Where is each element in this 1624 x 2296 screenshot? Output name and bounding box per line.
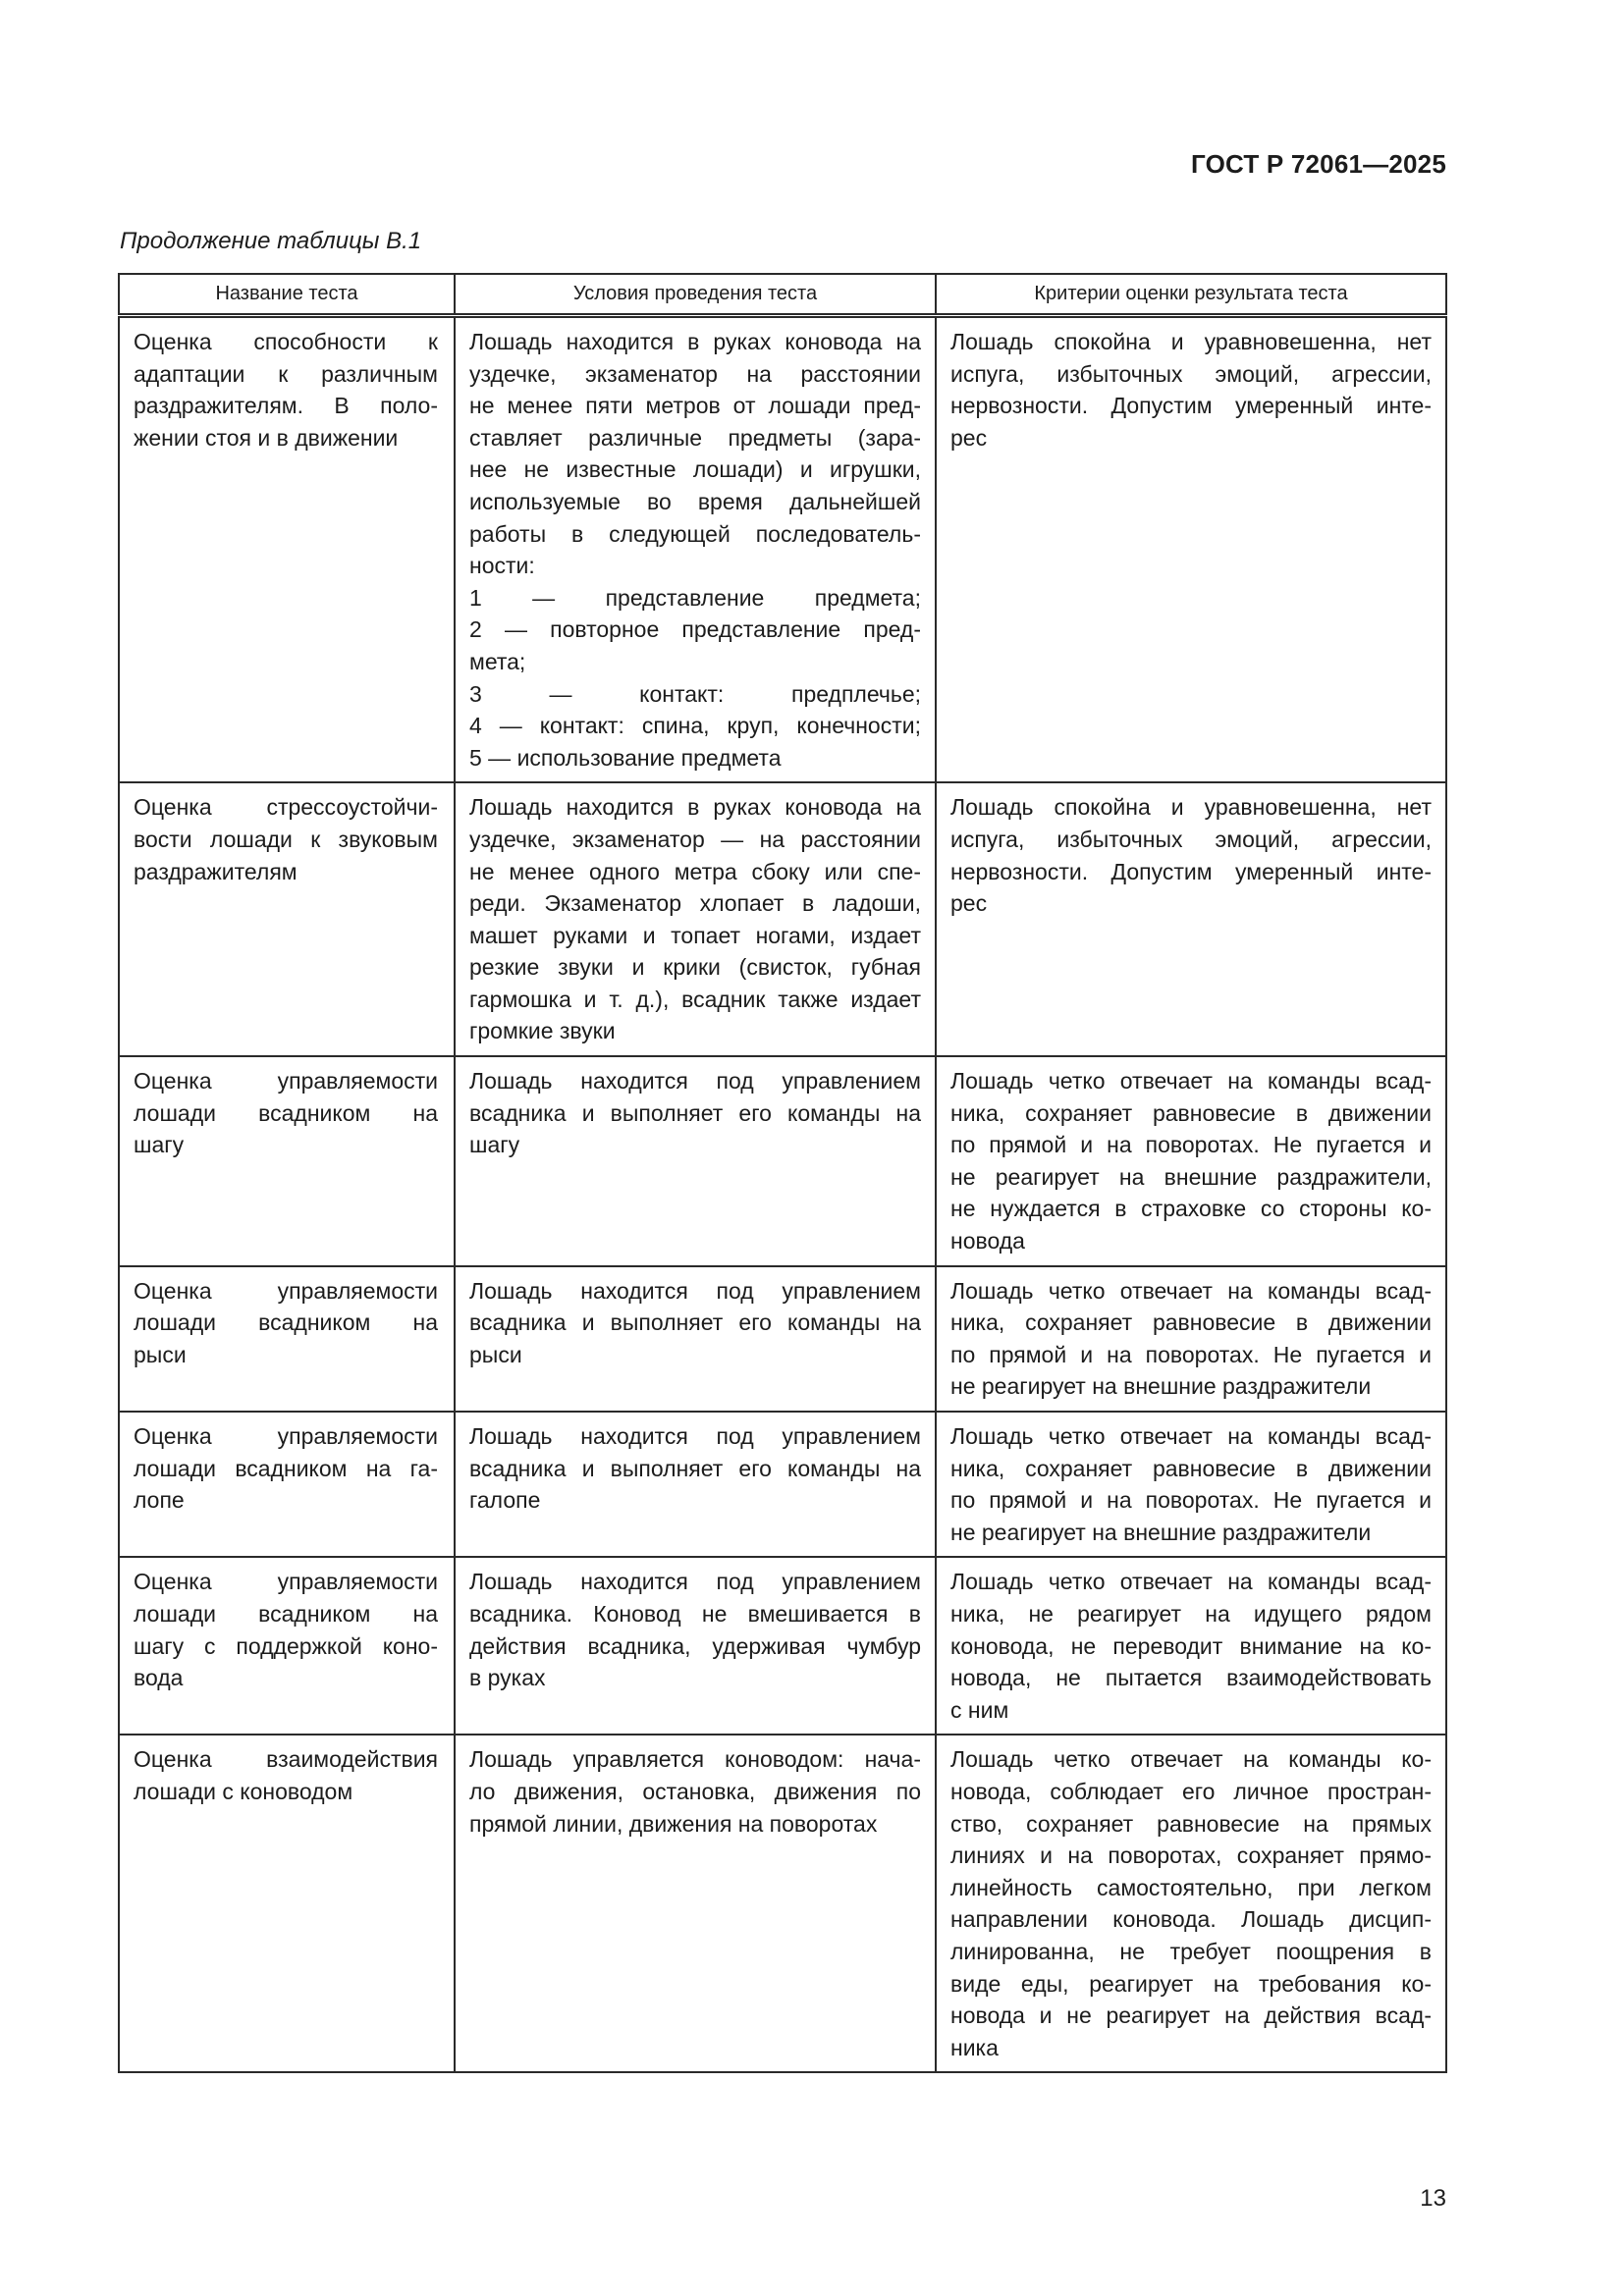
cell-text-line: вода xyxy=(134,1665,184,1691)
cell-text-line: ности: xyxy=(469,553,535,579)
cell-text-line: всадника и выполняет его команды на xyxy=(469,1099,921,1126)
cell-conditions xyxy=(455,1412,936,1557)
cell-text-line: ника, сохраняет равновесие в движении xyxy=(950,1455,1432,1481)
cell-text-line: лопе xyxy=(134,1487,185,1514)
cell-text-line: с ним xyxy=(950,1696,1009,1723)
cell-conditions xyxy=(455,1557,936,1735)
cell-text-line: нервозности. Допустим умеренный инте- xyxy=(950,858,1432,884)
cell-text-line: не реагирует на внешние раздражители, xyxy=(950,1163,1432,1190)
cell-conditions xyxy=(455,782,936,1056)
cell-test-name xyxy=(119,782,455,1056)
test-criteria-table xyxy=(118,273,1447,2073)
cell-text-line: новода, не пытается взаимодействовать xyxy=(950,1665,1432,1691)
cell-text-line: резкие звуки и крики (свисток, губная xyxy=(469,954,921,981)
cell-text-line: вости лошади к звуковым xyxy=(134,826,438,852)
cell-text-line: Оценка способности к xyxy=(134,329,438,354)
cell-text-line: лошади с коноводом xyxy=(134,1778,353,1804)
table-header-row xyxy=(119,274,1446,316)
cell-conditions xyxy=(455,316,936,783)
cell-test-name xyxy=(119,1557,455,1735)
column-header-criteria: Критерии оценки результата теста xyxy=(936,274,1446,316)
table-row xyxy=(119,1557,1446,1735)
table-row xyxy=(119,1266,1446,1412)
cell-text-line: используемые во время дальнейшей xyxy=(469,488,921,514)
cell-text-line: машет руками и топает ногами, издает xyxy=(469,922,921,948)
cell-criteria xyxy=(936,1412,1446,1557)
table-body xyxy=(119,316,1446,2073)
cell-text-line: по прямой и на поворотах. Не пугается и xyxy=(950,1487,1432,1514)
cell-criteria xyxy=(936,1056,1446,1266)
cell-criteria xyxy=(936,1557,1446,1735)
cell-text-line: Лошадь находится под управлением xyxy=(469,1569,921,1595)
cell-text-line: 2 — повторное представление пред- xyxy=(469,616,921,643)
cell-text-line: рес xyxy=(950,890,988,917)
table-row xyxy=(119,316,1446,783)
cell-text-line: ство, сохраняет равновесие на прямых xyxy=(950,1810,1432,1837)
cell-text-line: коновода, не переводит внимание на ко- xyxy=(950,1632,1432,1659)
table-row xyxy=(119,1056,1446,1266)
cell-text-line: новода, соблюдает его личное простран- xyxy=(950,1778,1432,1804)
cell-text-line: не нуждается в страховке со стороны ко- xyxy=(950,1196,1432,1222)
cell-text-line: линированна, не требует поощрения в xyxy=(950,1938,1432,1964)
cell-text-line: реди. Экзаменатор хлопает в ладоши, xyxy=(469,890,921,917)
cell-test-name xyxy=(119,1056,455,1266)
table-row xyxy=(119,1735,1446,2072)
cell-test-name xyxy=(119,1735,455,2072)
cell-text-line: в руках xyxy=(469,1665,546,1691)
cell-text-line: нервозности. Допустим умеренный инте- xyxy=(950,393,1432,419)
cell-text-line: лошади всадником на xyxy=(134,1309,438,1336)
cell-conditions xyxy=(455,1266,936,1412)
cell-text-line: Лошадь четко отвечает на команды всад- xyxy=(950,1068,1432,1095)
cell-text-line: всадника и выполняет его команды на xyxy=(469,1455,921,1481)
table-row xyxy=(119,782,1446,1056)
cell-conditions xyxy=(455,1735,936,2072)
cell-text-line: Лошадь управляется коноводом: нача- xyxy=(469,1746,921,1773)
cell-text-line: по прямой и на поворотах. Не пугается и xyxy=(950,1341,1432,1367)
cell-text-line: Лошадь находится под управлением xyxy=(469,1423,921,1449)
cell-text-line: работы в следующей последователь- xyxy=(469,520,921,547)
cell-text-line: Оценка стрессоустойчи- xyxy=(134,794,438,821)
page-number: 13 xyxy=(1420,2185,1446,2212)
cell-text-line: адаптации к различным xyxy=(134,360,438,387)
cell-text-line: Лошадь четко отвечает на команды всад- xyxy=(950,1277,1432,1304)
cell-text-line: галопе xyxy=(469,1487,541,1514)
cell-text-line: не реагирует на внешние раздражители xyxy=(950,1373,1372,1400)
cell-criteria xyxy=(936,782,1446,1056)
cell-text-line: ника, сохраняет равновесие в движении xyxy=(950,1099,1432,1126)
cell-text-line: нее не известные лошади) и игрушки, xyxy=(469,456,921,483)
cell-text-line: не менее пяти метров от лошади пред- xyxy=(469,393,921,419)
cell-text-line: испуга, избыточных эмоций, агрессии, xyxy=(950,360,1432,387)
cell-text-line: виде еды, реагирует на требования ко- xyxy=(950,1970,1432,1997)
cell-text-line: лошади всадником на га- xyxy=(134,1455,438,1481)
table-caption: Продолжение таблицы В.1 xyxy=(120,228,422,254)
cell-test-name xyxy=(119,316,455,783)
document-code: ГОСТ Р 72061—2025 xyxy=(1191,149,1446,179)
cell-text-line: новода и не реагирует на действия всад- xyxy=(950,2002,1432,2029)
cell-text-line: мета; xyxy=(469,648,526,674)
cell-text-line: линейность самостоятельно, при легком xyxy=(950,1874,1432,1900)
cell-text-line: лошади всадником на xyxy=(134,1099,438,1126)
cell-text-line: жении стоя и в движении xyxy=(134,424,399,451)
cell-text-line: громкие звуки xyxy=(469,1018,616,1044)
cell-text-line: Лошадь находится в руках коновода на xyxy=(469,794,921,821)
cell-text-line: ло движения, остановка, движения по xyxy=(469,1778,921,1804)
cell-text-line: шагу xyxy=(134,1132,185,1158)
cell-text-line: уздечке, экзаменатор на расстоянии xyxy=(469,360,921,387)
cell-text-line: 4 — контакт: спина, круп, конечности; xyxy=(469,713,921,739)
cell-text-line: не менее одного метра сбоку или спе- xyxy=(469,858,921,884)
cell-text-line: ника, сохраняет равновесие в движении xyxy=(950,1309,1432,1336)
cell-text-line: линиях и на поворотах, сохраняет прямо- xyxy=(950,1842,1432,1869)
cell-text-line: Лошадь четко отвечает на команды ко- xyxy=(950,1746,1432,1773)
cell-text-line: 3 — контакт: предплечье; xyxy=(469,680,921,707)
cell-text-line: Лошадь спокойна и уравновешенна, нет xyxy=(950,329,1432,354)
cell-test-name xyxy=(119,1266,455,1412)
cell-text-line: Оценка управляемости xyxy=(134,1068,438,1095)
cell-text-line: рес xyxy=(950,424,988,451)
cell-text-line: не реагирует на внешние раздражители xyxy=(950,1519,1372,1545)
cell-criteria xyxy=(936,1735,1446,2072)
cell-text-line: лошади всадником на xyxy=(134,1600,438,1627)
cell-text-line: гармошка и т. д.), всадник также издает xyxy=(469,986,921,1012)
cell-text-line: ника, не реагирует на идущего рядом xyxy=(950,1600,1432,1627)
cell-text-line: испуга, избыточных эмоций, агрессии, xyxy=(950,826,1432,852)
cell-text-line: Лошадь находится в руках коновода на xyxy=(469,329,921,354)
cell-text-line: Лошадь находится под управлением xyxy=(469,1068,921,1095)
column-header-conditions: Условия проведения теста xyxy=(455,274,936,316)
cell-text-line: рыси xyxy=(469,1341,522,1367)
cell-text-line: Оценка управляемости xyxy=(134,1277,438,1304)
cell-text-line: раздражителям. В поло- xyxy=(134,393,438,419)
cell-text-line: всадника. Коновод не вмешивается в xyxy=(469,1600,921,1627)
cell-text-line: уздечке, экзаменатор — на расстоянии xyxy=(469,826,921,852)
cell-text-line: Лошадь находится под управлением xyxy=(469,1277,921,1304)
cell-criteria xyxy=(936,1266,1446,1412)
cell-text-line: действия всадника, удерживая чумбур xyxy=(469,1632,921,1659)
cell-text-line: всадника и выполняет его команды на xyxy=(469,1309,921,1336)
cell-criteria xyxy=(936,316,1446,783)
cell-text-line: Лошадь четко отвечает на команды всад- xyxy=(950,1569,1432,1595)
cell-text-line: ника xyxy=(950,2034,999,2060)
cell-test-name xyxy=(119,1412,455,1557)
cell-text-line: Лошадь четко отвечает на команды всад- xyxy=(950,1423,1432,1449)
cell-text-line: 5 — использование предмета xyxy=(469,744,782,771)
cell-text-line: 1 — представление предмета; xyxy=(469,584,921,611)
column-header-test-name: Название теста xyxy=(119,274,455,316)
cell-text-line: ставляет различные предметы (зара- xyxy=(469,424,921,451)
cell-text-line: Оценка взаимодействия xyxy=(134,1746,438,1773)
table-row xyxy=(119,1412,1446,1557)
cell-text-line: раздражителям xyxy=(134,858,298,884)
cell-text-line: новода xyxy=(950,1228,1025,1255)
cell-text-line: рыси xyxy=(134,1341,187,1367)
cell-text-line: Оценка управляемости xyxy=(134,1569,438,1595)
cell-text-line: прямой линии, движения на поворотах xyxy=(469,1810,878,1837)
cell-text-line: направлении коновода. Лошадь дисцип- xyxy=(950,1906,1432,1933)
cell-text-line: Лошадь спокойна и уравновешенна, нет xyxy=(950,794,1432,821)
cell-text-line: Оценка управляемости xyxy=(134,1423,438,1449)
cell-text-line: шагу с поддержкой коно- xyxy=(134,1632,438,1659)
cell-text-line: шагу xyxy=(469,1132,520,1158)
cell-text-line: по прямой и на поворотах. Не пугается и xyxy=(950,1132,1432,1158)
cell-conditions xyxy=(455,1056,936,1266)
